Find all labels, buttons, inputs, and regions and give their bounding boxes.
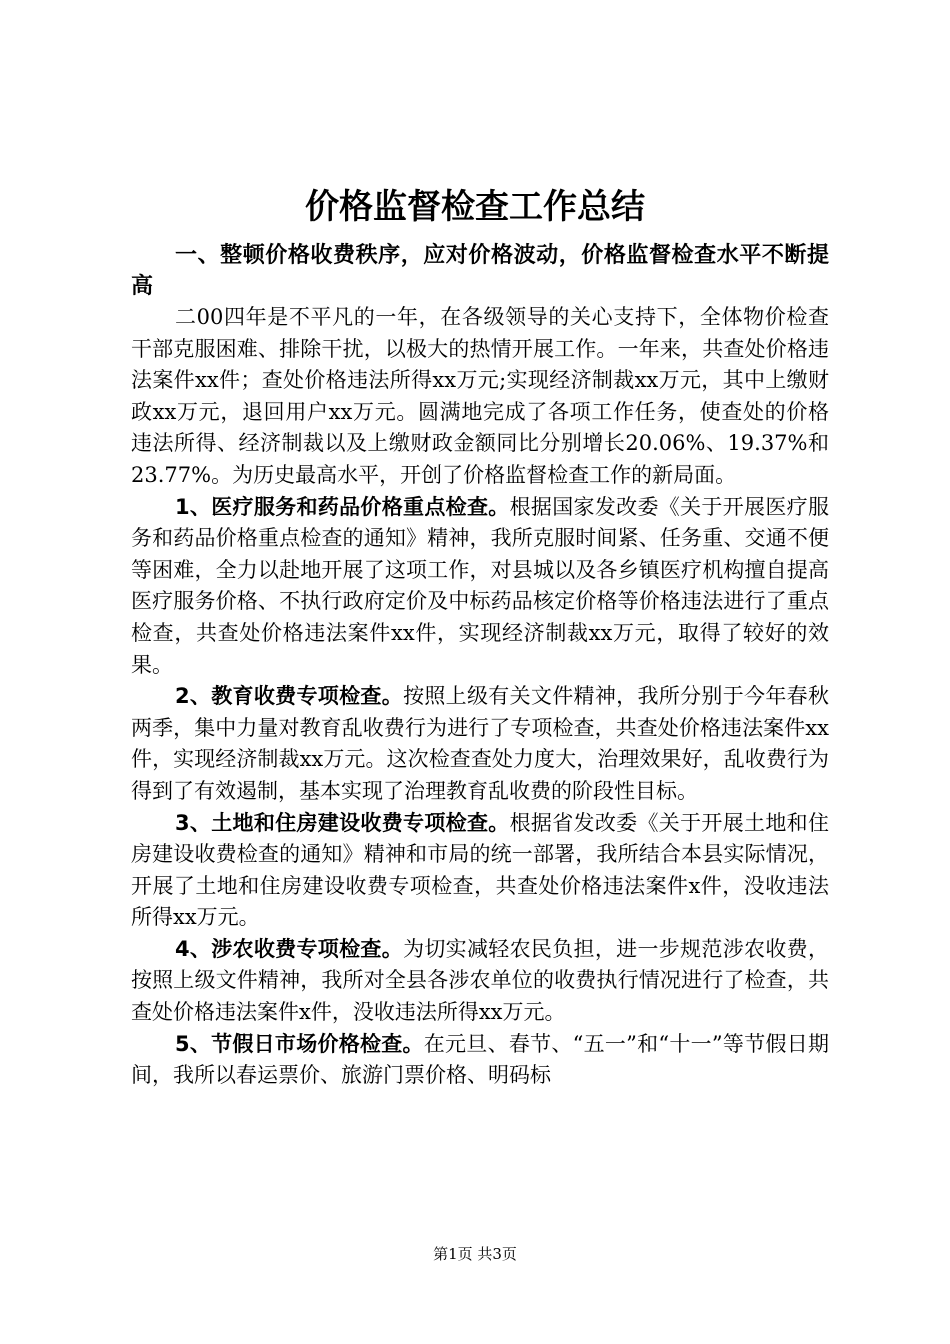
item-body: 根据省发改委《关于开展土地和住房建设收费检查的通知》精神和市局的统一部署，我所结合本县实际情况，开展了土地和住房建设收费专项检查，共查处价格违法案件x件，没收违法所得xx万元。 — [131, 810, 829, 930]
document-body — [131, 240, 829, 1092]
item-heading: 3、土地和住房建设收费专项检查。 — [175, 810, 510, 835]
item-paragraph — [131, 808, 829, 934]
item-heading: 1、医疗服务和药品价格重点检查。 — [175, 494, 510, 519]
item-body: 按照上级有关文件精神，我所分别于今年春秋两季，集中力量对教育乱收费行为进行了专项检查，共查处价格违法案件xx件，实现经济制裁xx万元。这次检查查处力度大，治理效果好，乱收费行为得到了有效遏制，基本实现了治理教育乱收费的阶段性目标。 — [131, 684, 829, 803]
item-paragraph — [131, 681, 829, 807]
page-footer: 第1页 共3页 — [433, 1245, 517, 1263]
intro-paragraph: 二00四年是不平凡的一年，在各级领导的关心支持下，全体物价检查干部克服困难、排除干扰，以极大的热情开展工作。一年来，共查处价格违法案件xx件；查处价格违法所得xx万元;实现经济制裁xx万元，其中上缴财政xx万元，退回用户xx万元。圆满地完成了各项工作任务，使查处的价格违法所得、经济制裁以及上缴财政金额同比分别增长20.06%、19.37%和23.77%。为历史最高水平，开创了价格监督检查工作的新局面。 — [131, 305, 829, 487]
item-body: 根据国家发改委《关于开展医疗服务和药品价格重点检查的通知》精神，我所克服时间紧、任务重、交通不便等困难，全力以赴地开展了这项工作，对县城以及各乡镇医疗机构擅自提高医疗服务价格、不执行政府定价及中标药品核定价格等价格违法进行了重点检查，共查处价格违法案件xx件，实现经济制裁xx万元，取得了较好的效果。 — [131, 494, 829, 677]
item-paragraph — [131, 1029, 829, 1092]
item-body: 在元旦、春节、“五一”和“十一”等节假日期间，我所以春运票价、旅游门票价格、明码标 — [131, 1031, 829, 1088]
document-title: 价格监督检查工作总结 — [305, 187, 645, 227]
item-paragraph — [131, 934, 829, 1029]
item-heading: 4、涉农收费专项检查。 — [175, 936, 404, 961]
item-paragraph — [131, 492, 829, 682]
item-body: 为切实减轻农民负担，进一步规范涉农收费，按照上级文件精神，我所对全县各涉农单位的收费执行情况进行了检查，共查处价格违法案件x件，没收违法所得xx万元。 — [131, 936, 829, 1025]
item-heading: 2、教育收费专项检查。 — [175, 684, 404, 709]
item-heading: 5、节假日市场价格检查。 — [175, 1031, 424, 1056]
section-heading: 一、整顿价格收费秩序，应对价格波动，价格监督检查水平不断提高 — [131, 243, 829, 299]
